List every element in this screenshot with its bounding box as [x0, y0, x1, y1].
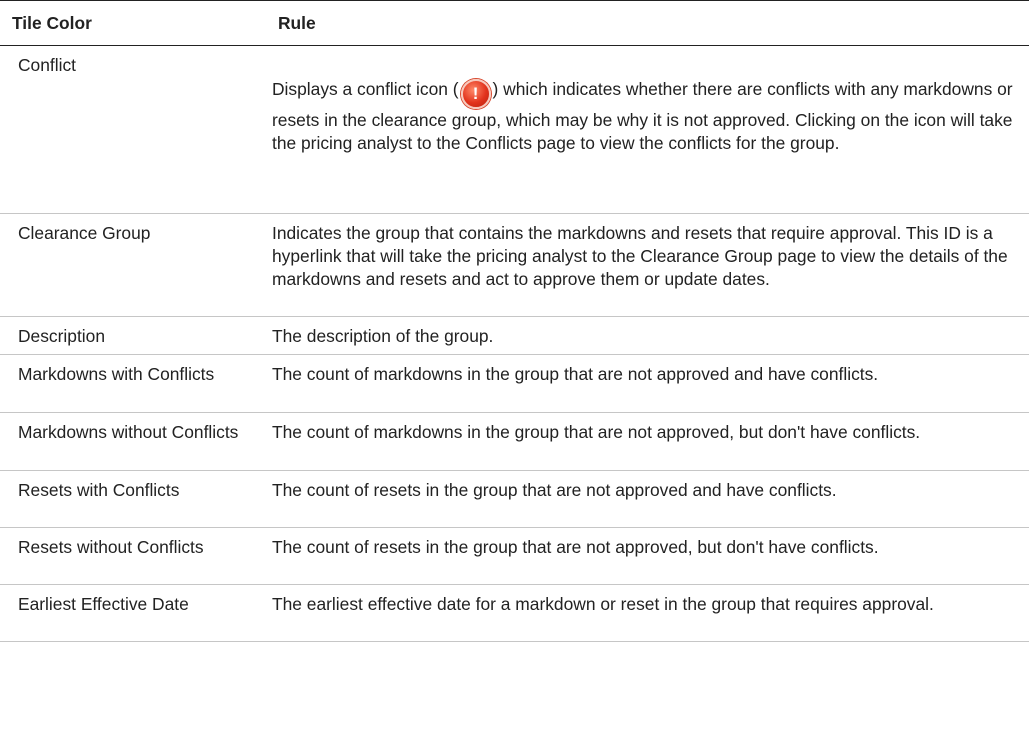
column-header-rule: Rule	[278, 13, 316, 33]
definition-cell: Indicates the group that contains the markdowns and resets that require approval. This ID is a hyperlink that will take the pricing analyst to the Clearance Group page to view the details of the markdowns and resets and act to approve them or update dates.	[272, 223, 1008, 289]
definition-cell: The count of resets in the group that are not approved, but don't have conflicts.	[272, 537, 879, 557]
term-cell: Clearance Group	[18, 223, 151, 243]
definition-cell: The earliest effective date for a markdown or reset in the group that requires approval.	[272, 594, 934, 614]
table-row-resets-without-conflicts	[0, 528, 1029, 585]
term-cell: Conflict	[18, 55, 76, 75]
table-row-markdowns-with-conflicts	[0, 355, 1029, 413]
table-row-description	[0, 317, 1029, 355]
table-row-earliest-effective-date	[0, 585, 1029, 642]
term-cell: Resets with Conflicts	[18, 480, 180, 500]
definition-text-after-icon: ) which indicates whether there are conflicts with any markdowns or resets in the clearance group, which may be why it is not approved. Clicking on the icon will take the pricing analyst to the Conflicts page to view the conflicts for the group.	[272, 79, 1013, 153]
column-header-tile-color: Tile Color	[12, 13, 92, 33]
definition-cell: The description of the group.	[272, 326, 494, 346]
term-cell: Earliest Effective Date	[18, 594, 189, 614]
conflict-definition	[272, 78, 1023, 155]
term-cell: Markdowns without Conflicts	[18, 422, 239, 442]
term-cell: Description	[18, 326, 105, 346]
definition-cell: The count of resets in the group that are not approved and have conflicts.	[272, 480, 837, 500]
conflict-alert-icon: !	[461, 79, 491, 109]
table-row-resets-with-conflicts	[0, 471, 1029, 528]
term-cell: Markdowns with Conflicts	[18, 364, 215, 384]
definition-cell: The count of markdowns in the group that are not approved, but don't have conflicts.	[272, 422, 921, 442]
definition-cell	[266, 46, 1029, 214]
definition-text-before-icon: Displays a conflict icon (	[272, 79, 459, 99]
table-row-markdowns-without-conflicts	[0, 413, 1029, 471]
table-row-clearance-group	[0, 214, 1029, 317]
term-cell: Resets without Conflicts	[18, 537, 204, 557]
table-header-row	[0, 1, 1029, 46]
definition-cell: The count of markdowns in the group that are not approved and have conflicts.	[272, 364, 879, 384]
table-row-conflict	[0, 46, 1029, 214]
